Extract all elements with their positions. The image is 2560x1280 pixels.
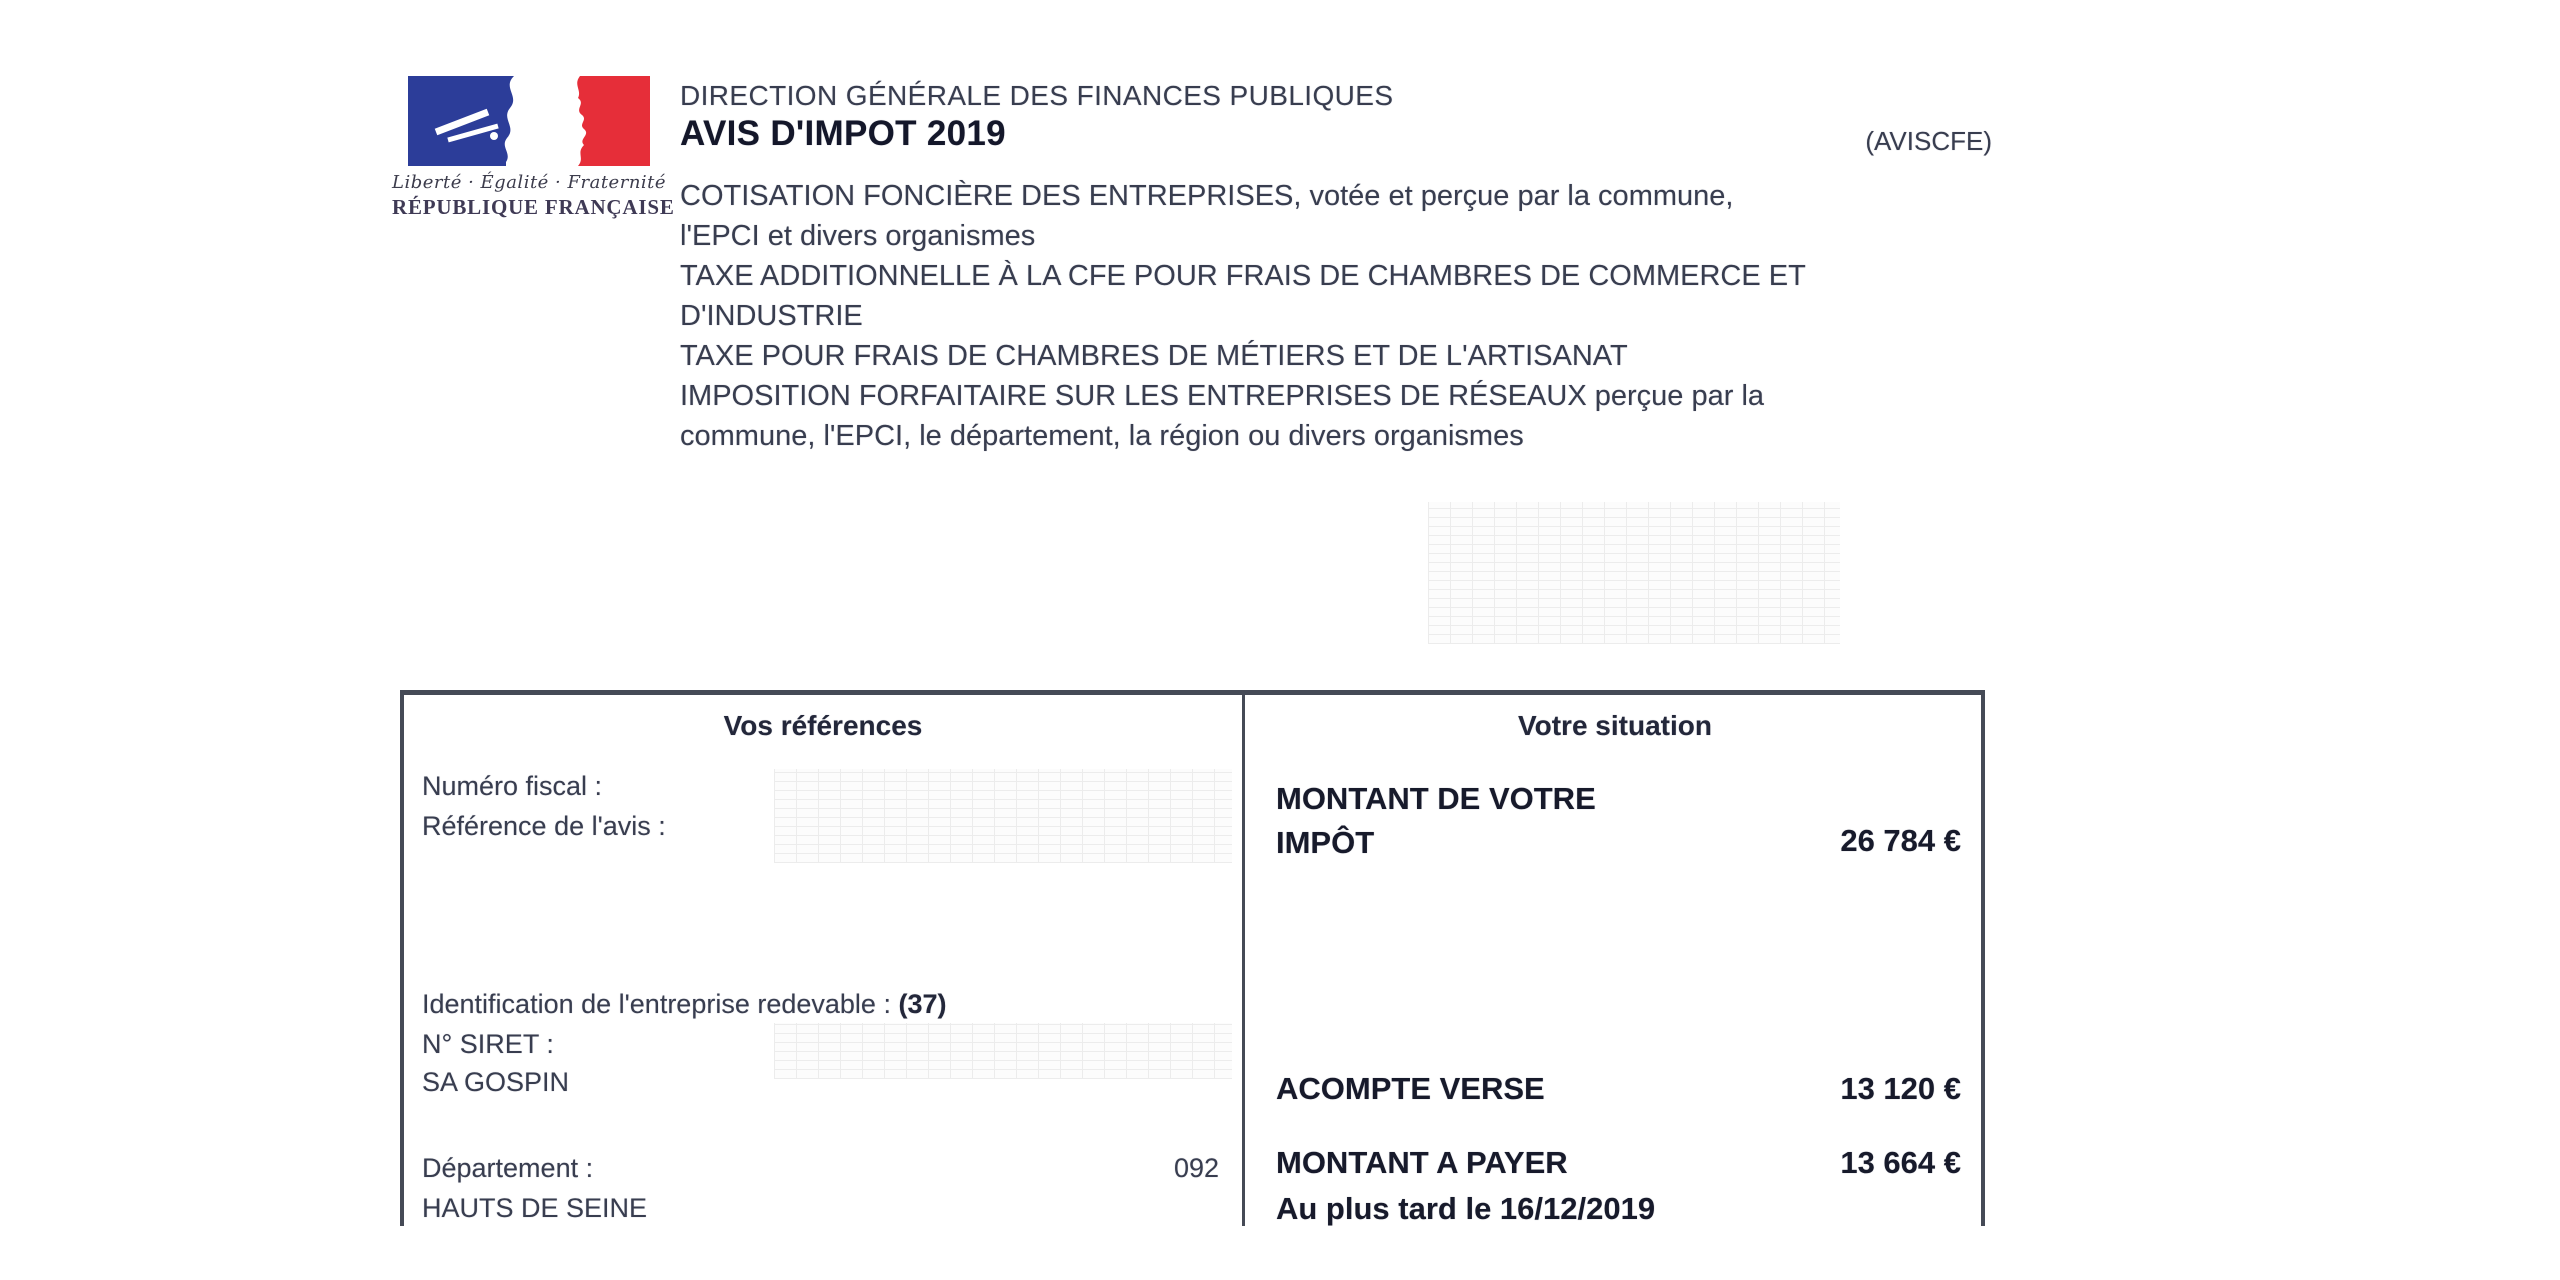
acompte-label: ACOMPTE VERSE [1276, 1071, 1545, 1106]
tax-line: IMPOSITION FORFAITAIRE SUR LES ENTREPRISES DE RÉSEAUX perçue par la [680, 380, 1765, 412]
reference-avis-label: Référence de l'avis : [422, 811, 666, 841]
departement-label: Département : [422, 1153, 594, 1183]
tax-description-lines [680, 176, 2010, 456]
logo-country: RÉPUBLIQUE FRANÇAISE [392, 195, 675, 219]
document-title: AVIS D'IMPOT 2019 [680, 114, 1006, 153]
tax-line: D'INDUSTRIE [680, 300, 863, 332]
departement-code: 092 [1173, 1153, 1219, 1183]
references-situation-table [400, 690, 1985, 1226]
situation-column-header: Votre situation [1518, 710, 1712, 741]
tax-line: TAXE ADDITIONNELLE À LA CFE POUR FRAIS DE CHAMBRES DE COMMERCE ET [680, 260, 1806, 292]
siret-label: N° SIRET : [422, 1029, 554, 1059]
acompte-value: 13 120 € [1840, 1071, 1961, 1106]
agency-title: DIRECTION GÉNÉRALE DES FINANCES PUBLIQUES [680, 80, 1394, 111]
montant-impot-value: 26 784 € [1840, 823, 1961, 858]
identification-label [422, 989, 946, 1020]
references-column-header: Vos références [723, 710, 923, 741]
redacted-fiscal-numbers [774, 769, 1232, 863]
a-payer-label: MONTANT A PAYER [1276, 1145, 1568, 1180]
republique-francaise-logo [392, 76, 675, 220]
identification-label-text: Identification de l'entreprise redevable : [422, 989, 899, 1019]
column-divider [1242, 695, 1245, 1226]
tax-line: COTISATION FONCIÈRE DES ENTREPRISES, votée et perçue par la commune, [680, 180, 1734, 212]
tax-line: l'EPCI et divers organismes [680, 220, 1036, 252]
marianne-flag-icon [408, 76, 650, 166]
form-code: (AVISCFE) [1865, 126, 1992, 156]
departement-name: HAUTS DE SEINE [422, 1193, 648, 1223]
tax-line: commune, l'EPCI, le département, la région ou divers organismes [680, 420, 1524, 452]
payment-deadline: Au plus tard le 16/12/2019 [1276, 1191, 1656, 1226]
numero-fiscal-label: Numéro fiscal : [422, 771, 603, 801]
company-name: SA GOSPIN [422, 1067, 570, 1097]
redacted-siret-number [774, 1023, 1232, 1079]
redacted-address-block [1428, 502, 1840, 644]
a-payer-value: 13 664 € [1840, 1145, 1961, 1180]
tax-line: TAXE POUR FRAIS DE CHAMBRES DE MÉTIERS ET DE L'ARTISANAT [680, 340, 1628, 372]
logo-motto: Liberté · Égalité · Fraternité [392, 172, 667, 193]
montant-impot-label: MONTANT DE VOTRE IMPÔT [1276, 781, 1596, 860]
identification-code: (37) [898, 989, 947, 1019]
